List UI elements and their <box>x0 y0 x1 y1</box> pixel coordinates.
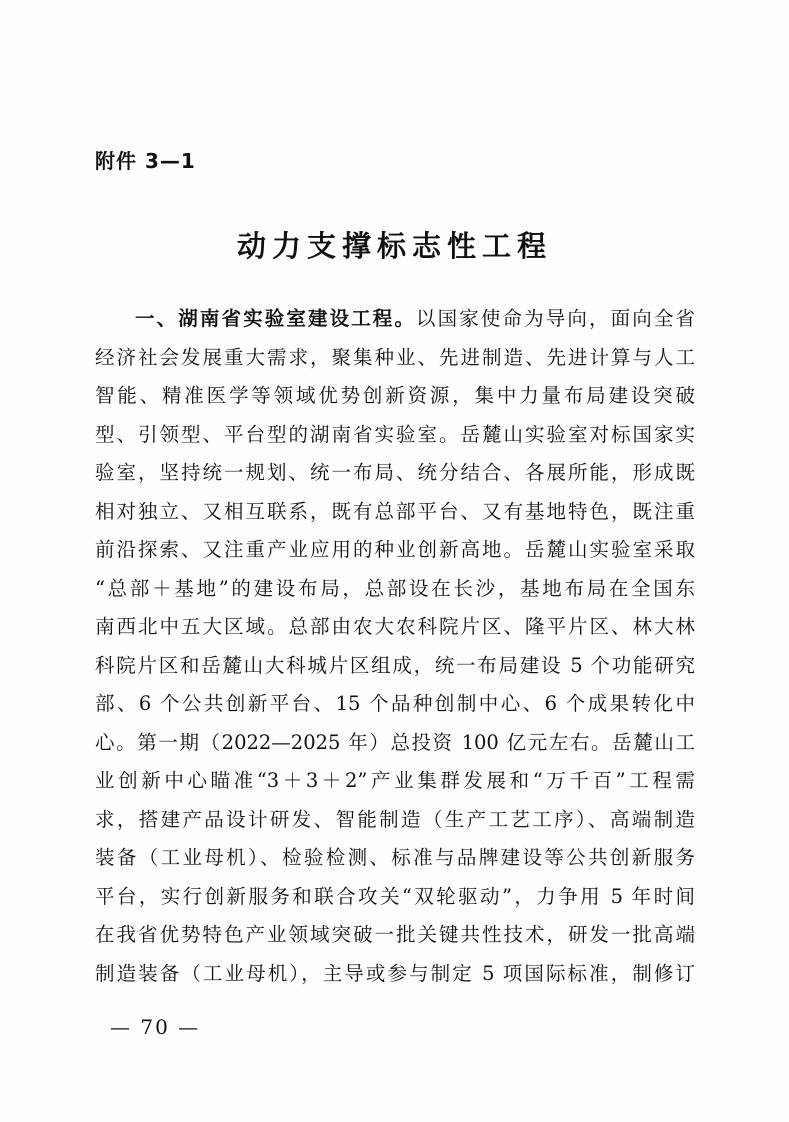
page-number: — 70 — <box>110 1015 201 1039</box>
paragraph-line: 前沿探索、又注重产业应用的种业创新高地。岳麓山实验室采取 <box>95 538 695 561</box>
paragraph-line: 制造装备（工业母机），主导或参与制定 5 项国际标准，制修订 <box>95 961 695 985</box>
paragraph-line: 南西北中五大区域。总部由农大农科院片区、隆平片区、林大林 <box>95 615 695 638</box>
attachment-label: 附件 3—1 <box>95 149 196 173</box>
body-paragraph <box>95 300 695 993</box>
paragraph-line: 相对独立、又相互联系，既有总部平台、又有基地特色，既注重 <box>95 499 695 523</box>
paragraph-line: 平台，实行创新服务和联合攻关“双轮驱动”，力争用 5 年时间 <box>95 884 695 908</box>
paragraph-line: 在我省优势特色产业领域突破一批关键共性技术，研发一批高端 <box>95 923 695 946</box>
paragraph-line <box>95 300 695 339</box>
paragraph-line-text: 以国家使命为导向，面向全省 <box>416 307 695 330</box>
paragraph-line: 心。第一期（2022—2025 年）总投资 100 亿元左右。岳麓山工 <box>95 730 695 754</box>
paragraph-line: 装备（工业母机）、检验检测、标准与品牌建设等公共创新服务 <box>95 846 695 869</box>
paragraph-line: 型、引领型、平台型的湖南省实验室。岳麓山实验室对标国家实 <box>95 422 695 446</box>
document-title: 动力支撑标志性工程 <box>236 229 552 263</box>
paragraph-line: 经济社会发展重大需求，聚集种业、先进制造、先进计算与人工 <box>95 345 695 369</box>
paragraph-line: 求，搭建产品设计研发、智能制造（生产工艺工序）、高端制造 <box>95 807 695 831</box>
paragraph-line: 业创新中心瞄准“3＋3＋2”产业集群发展和“万千百”工程需 <box>95 769 695 792</box>
paragraph-line: 验室，坚持统一规划、统一布局、统分结合、各展所能，形成既 <box>95 461 695 484</box>
paragraph-line: 部、6 个公共创新平台、15 个品种创制中心、6 个成果转化中 <box>95 692 695 715</box>
paragraph-line: 智能、精准医学等领域优势创新资源，集中力量布局建设突破 <box>95 384 695 407</box>
section-heading: 一、湖南省实验室建设工程。 <box>135 307 417 330</box>
paragraph-line: 科院片区和岳麓山大科城片区组成，统一布局建设 5 个功能研究 <box>95 653 695 677</box>
paragraph-line: “总部＋基地”的建设布局，总部设在长沙，基地布局在全国东 <box>95 576 695 600</box>
